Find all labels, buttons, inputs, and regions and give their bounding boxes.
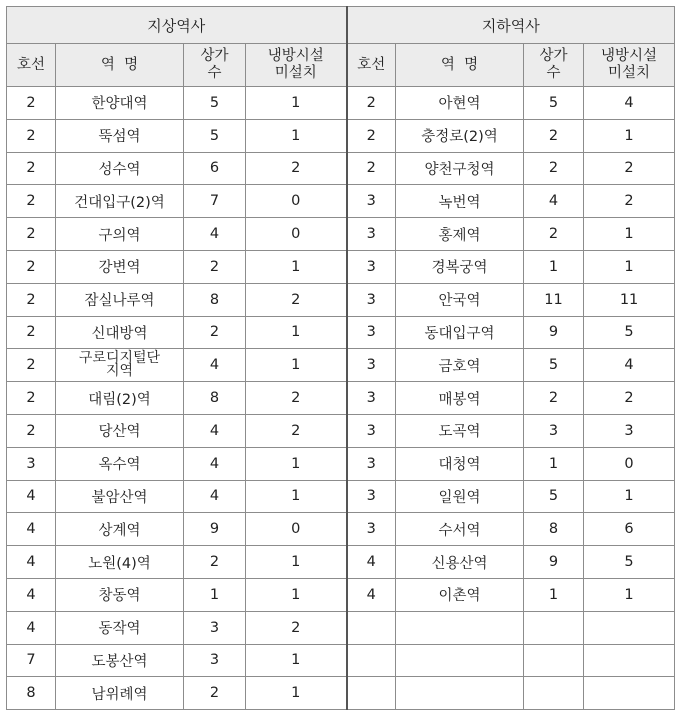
col-ac-header — [246, 44, 347, 87]
above-station-cell: 불암산역 — [56, 480, 184, 513]
under-line-cell — [347, 611, 396, 644]
table-row — [7, 513, 675, 546]
under-no-ac-cell — [584, 644, 675, 677]
under-no-ac-cell: 2 — [584, 152, 675, 185]
under-shops-cell: 5 — [524, 480, 584, 513]
under-station-cell: 홍제역 — [396, 218, 524, 251]
above-station-cell: 잠실나루역 — [56, 283, 184, 316]
table-row — [7, 87, 675, 120]
under-no-ac-cell: 3 — [584, 414, 675, 447]
under-no-ac-cell: 1 — [584, 578, 675, 611]
under-line-cell: 2 — [347, 87, 396, 120]
above-shops-cell: 2 — [184, 677, 246, 710]
above-line-cell: 4 — [7, 611, 56, 644]
under-station-cell — [396, 611, 524, 644]
above-shops-cell: 8 — [184, 283, 246, 316]
above-shops-cell: 2 — [184, 546, 246, 579]
under-line-cell — [347, 644, 396, 677]
under-station-cell: 경복궁역 — [396, 250, 524, 283]
above-station-cell: 한양대역 — [56, 87, 184, 120]
above-shops-cell: 8 — [184, 382, 246, 415]
table-row — [7, 316, 675, 349]
under-shops-cell: 4 — [524, 185, 584, 218]
under-shops-cell — [524, 677, 584, 710]
under-line-cell: 4 — [347, 578, 396, 611]
under-no-ac-cell — [584, 611, 675, 644]
above-line-cell: 2 — [7, 283, 56, 316]
table-row — [7, 578, 675, 611]
under-shops-cell: 8 — [524, 513, 584, 546]
under-station-cell: 도곡역 — [396, 414, 524, 447]
above-shops-cell: 5 — [184, 87, 246, 120]
under-line-cell: 2 — [347, 119, 396, 152]
above-line-cell: 8 — [7, 677, 56, 710]
above-station-cell: 남위례역 — [56, 677, 184, 710]
table-row — [7, 218, 675, 251]
above-station-cell: 도봉산역 — [56, 644, 184, 677]
table-row — [7, 677, 675, 710]
under-station-cell: 안국역 — [396, 283, 524, 316]
table-row — [7, 644, 675, 677]
under-no-ac-cell: 5 — [584, 546, 675, 579]
under-station-cell: 동대입구역 — [396, 316, 524, 349]
above-line-cell: 2 — [7, 152, 56, 185]
above-station-cell: 당산역 — [56, 414, 184, 447]
under-station-cell: 충정로(2)역 — [396, 119, 524, 152]
under-shops-cell: 5 — [524, 349, 584, 382]
above-no-ac-cell: 1 — [246, 349, 347, 382]
above-no-ac-cell: 2 — [246, 414, 347, 447]
under-line-cell: 3 — [347, 218, 396, 251]
table-row — [7, 119, 675, 152]
above-no-ac-cell: 1 — [246, 480, 347, 513]
under-line-cell: 3 — [347, 316, 396, 349]
under-no-ac-cell: 11 — [584, 283, 675, 316]
under-line-cell: 3 — [347, 480, 396, 513]
above-no-ac-cell: 1 — [246, 578, 347, 611]
under-station-cell: 신용산역 — [396, 546, 524, 579]
under-no-ac-cell: 4 — [584, 87, 675, 120]
under-shops-cell: 2 — [524, 382, 584, 415]
table-row — [7, 382, 675, 415]
under-no-ac-cell — [584, 677, 675, 710]
table-row — [7, 414, 675, 447]
above-station-cell: 옥수역 — [56, 447, 184, 480]
above-no-ac-cell: 1 — [246, 447, 347, 480]
under-shops-cell — [524, 611, 584, 644]
above-line-cell: 4 — [7, 480, 56, 513]
under-shops-cell: 3 — [524, 414, 584, 447]
above-line-cell: 2 — [7, 414, 56, 447]
above-shops-cell: 4 — [184, 480, 246, 513]
table-row — [7, 349, 675, 382]
under-line-cell: 2 — [347, 152, 396, 185]
above-line-cell: 2 — [7, 119, 56, 152]
above-shops-cell: 4 — [184, 349, 246, 382]
under-line-cell: 3 — [347, 250, 396, 283]
above-no-ac-cell: 2 — [246, 283, 347, 316]
above-no-ac-cell: 1 — [246, 644, 347, 677]
above-station-cell — [56, 349, 184, 382]
under-line-cell: 3 — [347, 447, 396, 480]
above-line-cell: 2 — [7, 250, 56, 283]
above-no-ac-cell: 1 — [246, 250, 347, 283]
col-line-header: 호선 — [347, 44, 396, 87]
col-ac-line1: 냉방시설 — [267, 48, 324, 64]
above-station-cell: 건대입구(2)역 — [56, 185, 184, 218]
table-row — [7, 480, 675, 513]
under-no-ac-cell: 4 — [584, 349, 675, 382]
col-ac-line2: 미설치 — [274, 65, 317, 81]
under-shops-cell: 1 — [524, 250, 584, 283]
under-no-ac-cell: 2 — [584, 185, 675, 218]
above-ground-header: 지상역사 — [7, 7, 347, 44]
under-shops-cell: 5 — [524, 87, 584, 120]
above-shops-cell: 1 — [184, 578, 246, 611]
above-station-cell: 노원(4)역 — [56, 546, 184, 579]
under-shops-cell: 2 — [524, 119, 584, 152]
above-line-cell: 4 — [7, 578, 56, 611]
table-row — [7, 447, 675, 480]
under-line-cell: 4 — [347, 546, 396, 579]
under-shops-cell: 1 — [524, 578, 584, 611]
under-no-ac-cell: 1 — [584, 480, 675, 513]
above-line-cell: 2 — [7, 382, 56, 415]
station-name-part: 지역 — [105, 363, 134, 380]
underground-header: 지하역사 — [347, 7, 675, 44]
under-no-ac-cell: 1 — [584, 119, 675, 152]
under-shops-cell — [524, 644, 584, 677]
col-shops-header — [524, 44, 584, 87]
above-line-cell: 2 — [7, 87, 56, 120]
col-ac-line1: 냉방시설 — [601, 48, 658, 64]
above-no-ac-cell: 1 — [246, 316, 347, 349]
col-shops-line1: 상가 — [539, 48, 568, 64]
above-no-ac-cell: 0 — [246, 185, 347, 218]
above-shops-cell: 4 — [184, 414, 246, 447]
under-station-cell: 금호역 — [396, 349, 524, 382]
under-shops-cell: 11 — [524, 283, 584, 316]
under-station-cell: 수서역 — [396, 513, 524, 546]
col-shops-header — [184, 44, 246, 87]
station-table — [6, 6, 675, 710]
table-row — [7, 546, 675, 579]
above-shops-cell: 2 — [184, 250, 246, 283]
above-line-cell: 3 — [7, 447, 56, 480]
above-station-cell: 뚝섬역 — [56, 119, 184, 152]
above-station-cell: 강변역 — [56, 250, 184, 283]
under-shops-cell: 9 — [524, 546, 584, 579]
col-station-header: 역 명 — [396, 44, 524, 87]
under-no-ac-cell: 2 — [584, 382, 675, 415]
under-station-cell: 일원역 — [396, 480, 524, 513]
under-no-ac-cell: 6 — [584, 513, 675, 546]
above-no-ac-cell: 0 — [246, 218, 347, 251]
under-line-cell: 3 — [347, 185, 396, 218]
col-ac-header — [584, 44, 675, 87]
col-shops-line2: 수 — [207, 65, 222, 81]
above-line-cell: 2 — [7, 185, 56, 218]
above-station-cell: 동작역 — [56, 611, 184, 644]
above-station-cell: 상계역 — [56, 513, 184, 546]
under-station-cell: 매봉역 — [396, 382, 524, 415]
under-station-cell — [396, 677, 524, 710]
col-shops-line2: 수 — [546, 65, 561, 81]
above-line-cell: 2 — [7, 349, 56, 382]
col-line-header: 호선 — [7, 44, 56, 87]
above-shops-cell: 4 — [184, 218, 246, 251]
above-no-ac-cell: 0 — [246, 513, 347, 546]
under-line-cell: 3 — [347, 513, 396, 546]
above-station-cell: 대림(2)역 — [56, 382, 184, 415]
station-name-part: 구로디지털단 — [78, 350, 161, 367]
above-line-cell: 4 — [7, 546, 56, 579]
under-no-ac-cell: 5 — [584, 316, 675, 349]
above-no-ac-cell: 1 — [246, 87, 347, 120]
above-shops-cell: 6 — [184, 152, 246, 185]
under-shops-cell: 9 — [524, 316, 584, 349]
above-shops-cell: 3 — [184, 611, 246, 644]
under-station-cell — [396, 644, 524, 677]
under-station-cell: 아현역 — [396, 87, 524, 120]
above-line-cell: 2 — [7, 316, 56, 349]
under-no-ac-cell: 1 — [584, 250, 675, 283]
under-station-cell: 대청역 — [396, 447, 524, 480]
under-line-cell: 3 — [347, 382, 396, 415]
above-no-ac-cell: 2 — [246, 152, 347, 185]
table-row — [7, 152, 675, 185]
table-row — [7, 611, 675, 644]
col-ac-line2: 미설치 — [608, 65, 651, 81]
above-station-cell: 구의역 — [56, 218, 184, 251]
under-line-cell: 3 — [347, 414, 396, 447]
col-station-header: 역 명 — [56, 44, 184, 87]
above-shops-cell: 7 — [184, 185, 246, 218]
col-shops-line1: 상가 — [200, 48, 229, 64]
under-no-ac-cell: 0 — [584, 447, 675, 480]
table-body — [7, 87, 675, 710]
table-row — [7, 283, 675, 316]
above-station-cell: 창동역 — [56, 578, 184, 611]
above-line-cell: 2 — [7, 218, 56, 251]
under-shops-cell: 2 — [524, 218, 584, 251]
table-row — [7, 185, 675, 218]
table-row — [7, 250, 675, 283]
under-line-cell: 3 — [347, 349, 396, 382]
under-station-cell: 이촌역 — [396, 578, 524, 611]
above-line-cell: 7 — [7, 644, 56, 677]
under-station-cell: 녹번역 — [396, 185, 524, 218]
above-no-ac-cell: 1 — [246, 677, 347, 710]
under-shops-cell: 2 — [524, 152, 584, 185]
above-station-cell: 성수역 — [56, 152, 184, 185]
under-shops-cell: 1 — [524, 447, 584, 480]
above-shops-cell: 5 — [184, 119, 246, 152]
above-no-ac-cell: 2 — [246, 611, 347, 644]
above-shops-cell: 9 — [184, 513, 246, 546]
under-station-cell: 양천구청역 — [396, 152, 524, 185]
above-no-ac-cell: 1 — [246, 546, 347, 579]
under-no-ac-cell: 1 — [584, 218, 675, 251]
above-shops-cell: 2 — [184, 316, 246, 349]
under-line-cell — [347, 677, 396, 710]
above-shops-cell: 3 — [184, 644, 246, 677]
above-no-ac-cell: 1 — [246, 119, 347, 152]
above-no-ac-cell: 2 — [246, 382, 347, 415]
above-station-cell: 신대방역 — [56, 316, 184, 349]
above-shops-cell: 4 — [184, 447, 246, 480]
above-line-cell: 4 — [7, 513, 56, 546]
under-line-cell: 3 — [347, 283, 396, 316]
